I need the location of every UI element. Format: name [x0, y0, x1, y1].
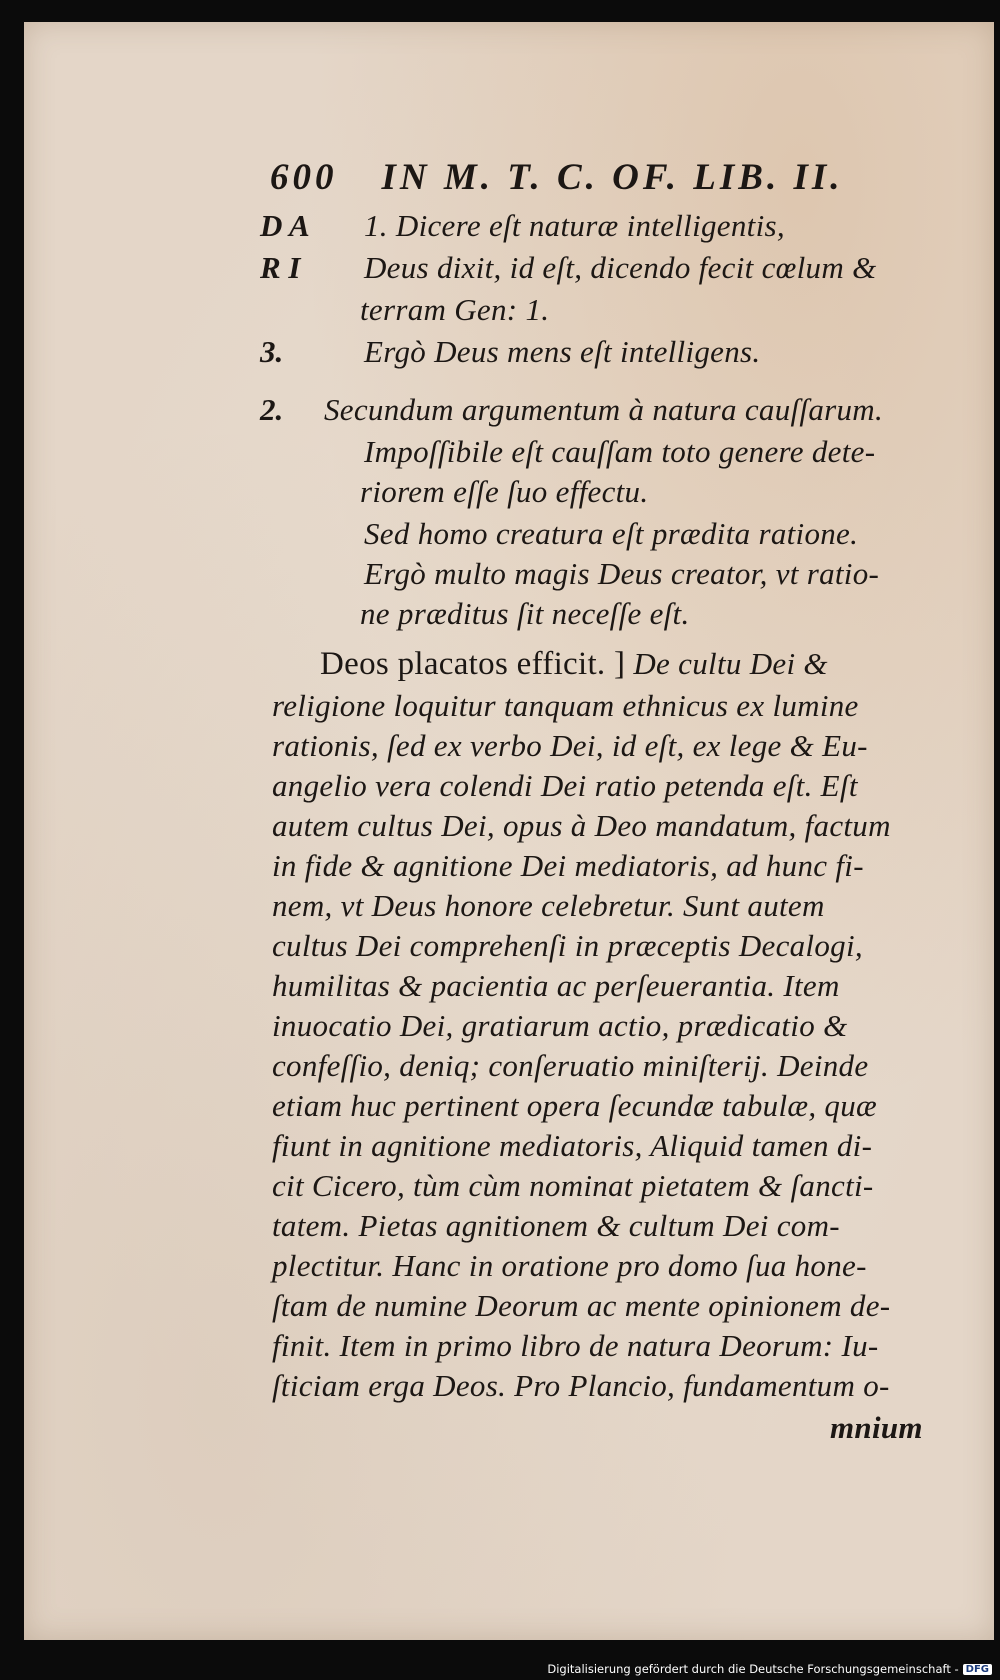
text-line: rationis, ſed ex verbo Dei, id eſt, ex lege & Eu-: [272, 728, 868, 763]
first-line-rest: De cultu Dei &: [633, 646, 828, 681]
margin-note-ri: R I: [260, 250, 301, 285]
text-line: angelio vera colendi Dei ratio petenda eſt. Eſt: [272, 768, 858, 803]
text-line: etiam huc pertinent opera ſecundæ tabulæ, quæ: [272, 1088, 878, 1123]
text-line: ſticiam erga Deos. Pro Plancio, fundamentum o-: [272, 1368, 890, 1403]
margin-note-da: D A: [260, 208, 310, 243]
text-line: autem cultus Dei, opus à Deo mandatum, factum: [272, 808, 891, 843]
paragraph-first-line: [320, 646, 828, 683]
margin-note-3: 3.: [260, 334, 284, 369]
text-line: cultus Dei comprehenſi in præceptis Decalogi,: [272, 928, 863, 963]
text-line: 1. Dicere eſt naturæ intelligentis,: [364, 208, 785, 243]
text-line: finit. Item in primo libro de natura Deorum: Iu-: [272, 1328, 879, 1363]
text-line: terram Gen: 1.: [360, 292, 550, 327]
text-line: inuocatio Dei, gratiarum actio, prædicatio &: [272, 1008, 848, 1043]
text-line: Ergò Deus mens eſt intelligens.: [364, 334, 761, 369]
text-line: Ergò multo magis Deus creator, vt ratio-: [364, 556, 880, 591]
lemma: Deos placatos efficit. ]: [320, 646, 626, 682]
text-line: tatem. Pietas agnitionem & cultum Dei com-: [272, 1208, 840, 1243]
book-page: [24, 22, 994, 1640]
catchword: mnium: [830, 1410, 923, 1445]
text-line: Sed homo creatura eſt prædita ratione.: [364, 516, 859, 551]
text-line: nem, vt Deus honore celebretur. Sunt autem: [272, 888, 825, 923]
text-line: riorem eſſe ſuo effectu.: [360, 474, 649, 509]
text-line: Deus dixit, id eſt, dicendo fecit cœlum &: [364, 250, 877, 285]
text-line: in fide & agnitione Dei mediatoris, ad hunc fi-: [272, 848, 864, 883]
text-line: confeſſio, deniq; conſeruatio miniſterij. Deinde: [272, 1048, 869, 1083]
text-line: humilitas & pacientia ac perſeuerantia. Item: [272, 968, 840, 1003]
running-title: IN M. T. C. OF. LIB. II.: [381, 157, 844, 198]
text-line: religione loquitur tanquam ethnicus ex lumine: [272, 688, 859, 723]
text-line: Impoſſibile eſt cauſſam toto genere dete-: [364, 434, 876, 469]
text-line: plectitur. Hanc in oratione pro domo ſua hone-: [272, 1248, 867, 1283]
digitization-credit: [547, 1662, 992, 1676]
text-line: ne præditus ſit neceſſe eſt.: [360, 596, 690, 631]
dfg-logo: DFG: [963, 1664, 992, 1675]
running-header: [270, 156, 844, 199]
margin-note-2: 2.: [260, 392, 284, 427]
text-line: ſtam de numine Deorum ac mente opinionem de-: [272, 1288, 891, 1323]
text-line: fiunt in agnitione mediatoris, Aliquid tamen di-: [272, 1128, 873, 1163]
page-number: 600: [270, 157, 338, 198]
credit-text: Digitalisierung gefördert durch die Deutsche Forschungsgemeinschaft -: [547, 1662, 959, 1676]
text-line: cit Cicero, tùm cùm nominat pietatem & ſancti-: [272, 1168, 874, 1203]
text-line: Secundum argumentum à natura cauſſarum.: [324, 392, 884, 427]
